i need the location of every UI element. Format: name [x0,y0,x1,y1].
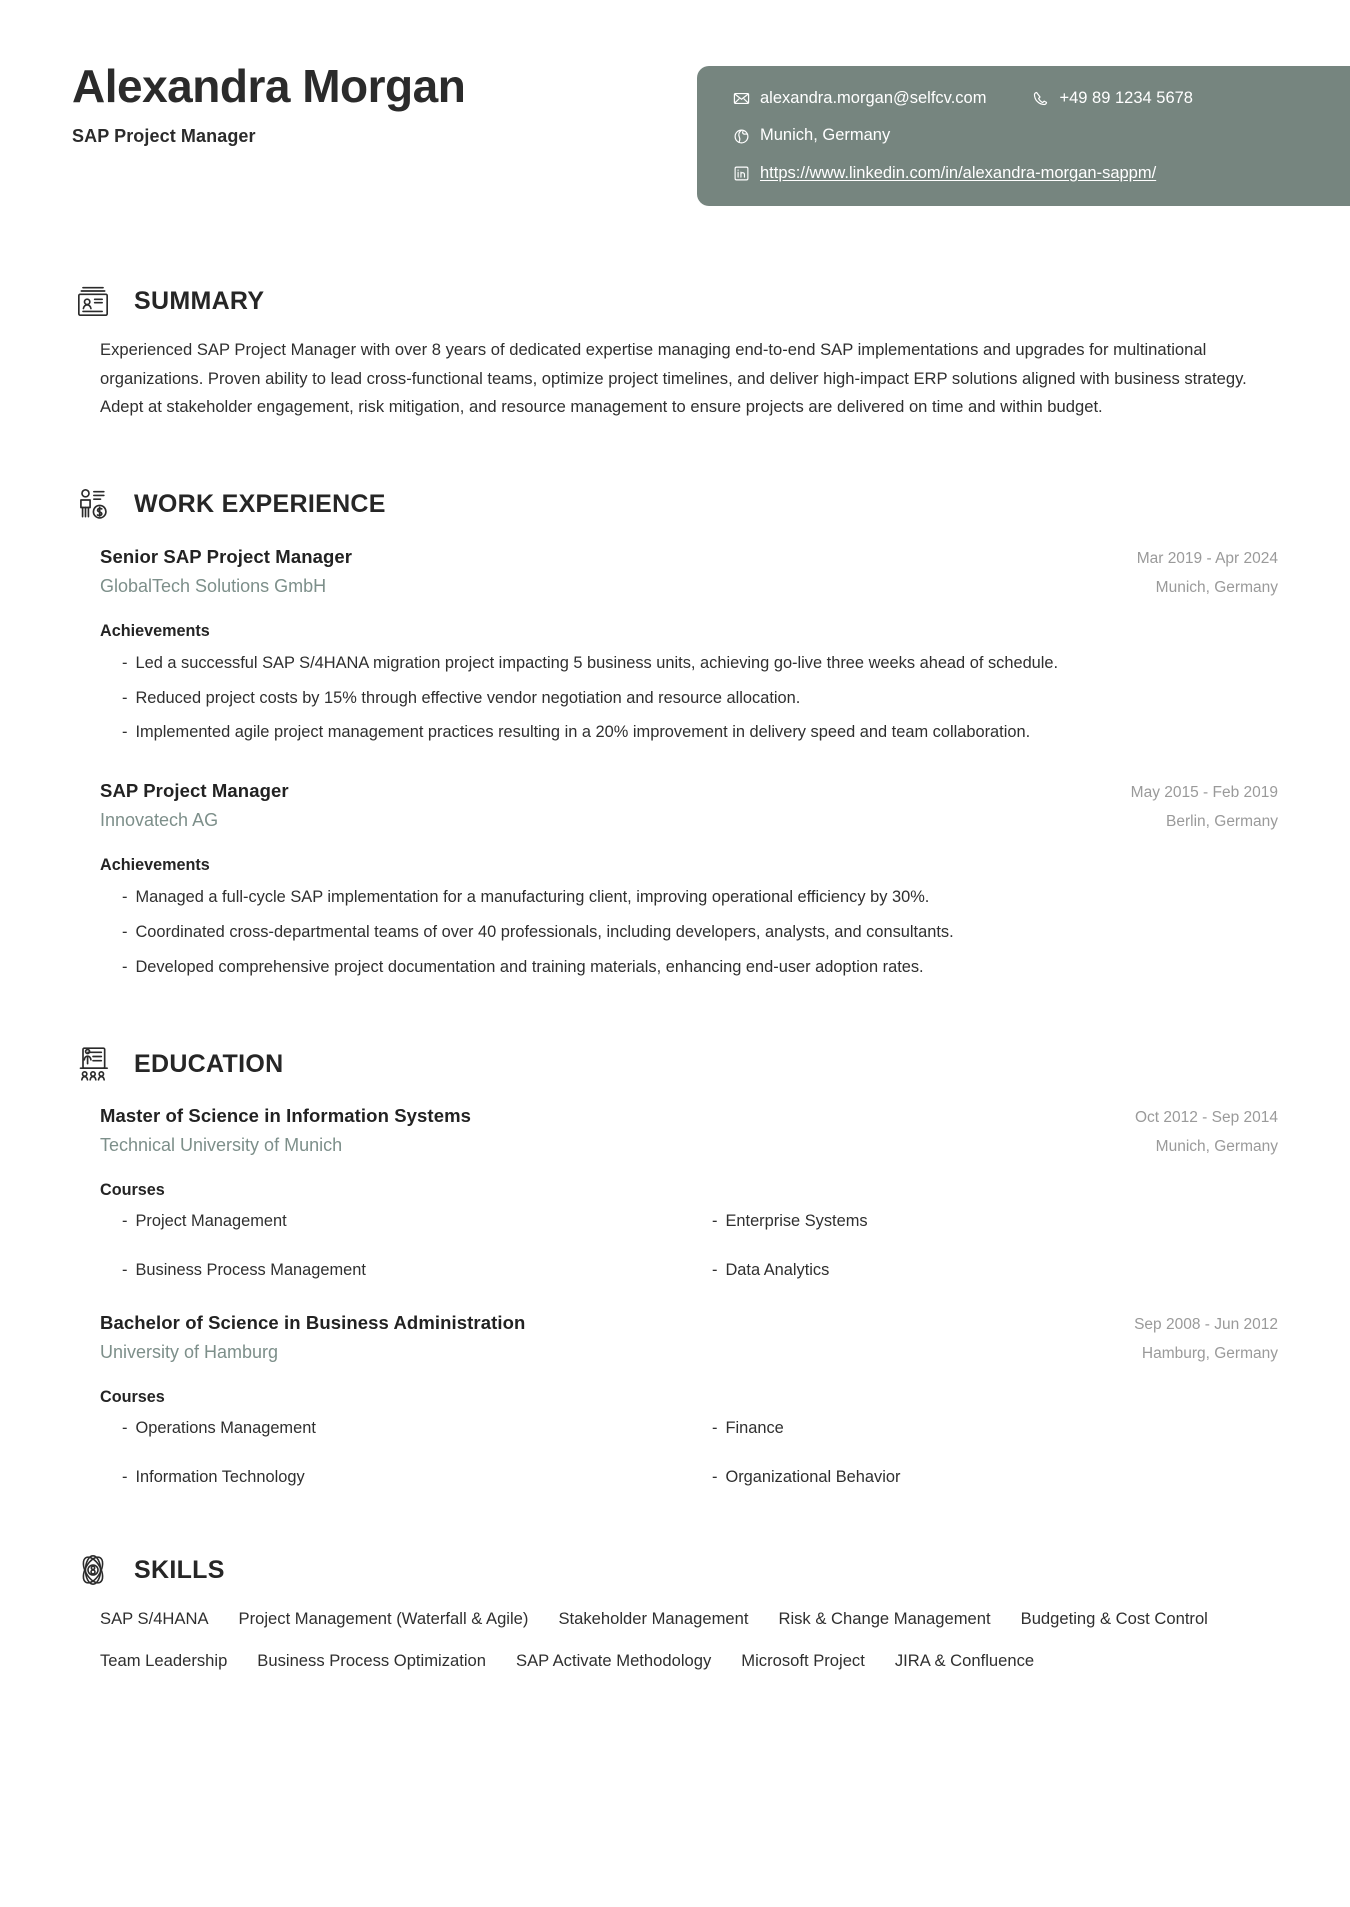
skill-tag: SAP Activate Methodology [516,1651,712,1671]
course-text: Business Process Management [135,1261,366,1280]
list-item [712,1261,1278,1280]
education-degree: Master of Science in Information Systems [100,1105,472,1127]
work-entry-sub [100,576,1278,597]
id-card-icon [72,280,114,322]
work-dates: May 2015 - Feb 2019 [1130,784,1278,802]
contact-location [733,125,890,146]
achievement-text: Managed a full-cycle SAP implementation for a manufacturing client, improving operational efficiency by 30%. [135,888,930,907]
bullet-dash: - [712,1212,718,1231]
skill-tag: Budgeting & Cost Control [1020,1609,1208,1629]
education-dates: Sep 2008 - Jun 2012 [1134,1316,1278,1334]
achievements-label: Achievements [100,621,210,640]
achievements-list [100,885,1278,981]
work-dates: Mar 2019 - Apr 2024 [1136,549,1278,567]
work-company: Innovatech AG [100,810,219,831]
skills-title: SKILLS [134,1555,225,1584]
presentation-teaching-icon [72,1043,114,1085]
education-school: Technical University of Munich [100,1135,343,1156]
work-entry-top [100,780,1278,802]
bullet-dash: - [122,1261,128,1280]
section-education [0,1043,1350,1487]
skill-tag: SAP S/4HANA [100,1609,209,1629]
work-heading [72,484,1278,526]
bullet-dash: - [122,888,128,907]
list-item [122,920,1278,946]
bullet-dash: - [122,1212,128,1231]
section-work-experience [0,484,1350,982]
list-item [712,1468,1278,1487]
bullet-dash: - [122,923,128,942]
section-summary [0,280,1350,422]
list-item [122,955,1278,981]
skill-tag: JIRA & Confluence [894,1651,1035,1671]
contact-phone[interactable] [1032,88,1193,109]
linkedin-icon [733,165,750,182]
list-item [122,1212,712,1231]
education-entry [72,1312,1278,1487]
contact-email-text: alexandra.morgan@selfcv.com [760,89,987,107]
bullet-dash: - [122,688,128,707]
work-title: WORK EXPERIENCE [134,490,386,519]
atom-brain-icon [72,1549,114,1591]
summary-title: SUMMARY [134,286,265,315]
achievements-label: Achievements [100,856,210,875]
bullet-dash: - [122,653,128,672]
person-salary-icon [72,484,114,526]
work-location: Berlin, Germany [1166,813,1278,831]
section-skills [0,1549,1350,1671]
education-entry-sub [100,1135,1278,1156]
contact-linkedin-link[interactable]: https://www.linkedin.com/in/alexandra-morgan-sappm/ [760,163,1157,182]
education-heading [72,1043,1278,1085]
work-entry [72,780,1278,981]
achievement-text: Led a successful SAP S/4HANA migration project impacting 5 business units, achieving go-live three weeks ahead of schedule. [135,653,1059,672]
list-item [712,1419,1278,1438]
course-text: Operations Management [135,1419,316,1438]
contact-row-primary [733,88,1350,109]
list-item [122,1468,712,1487]
courses-label: Courses [100,1388,165,1407]
work-entry-top [100,546,1278,568]
course-text: Finance [725,1419,784,1438]
education-entry-sub [100,1342,1278,1363]
work-location: Munich, Germany [1155,578,1278,596]
courses-list [100,1212,1278,1280]
course-text: Project Management [135,1212,287,1231]
bullet-dash: - [122,1468,128,1487]
skills-list [72,1609,1262,1671]
work-position: SAP Project Manager [100,780,289,802]
education-entry-top [100,1105,1278,1127]
education-school: University of Hamburg [100,1342,279,1363]
bullet-dash: - [712,1261,718,1280]
work-entry [72,546,1278,747]
bullet-dash: - [122,723,128,742]
list-item [712,1212,1278,1231]
bullet-dash: - [122,1419,128,1438]
skill-tag: Stakeholder Management [558,1609,749,1629]
skill-tag: Team Leadership [100,1651,228,1671]
summary-heading [72,280,1278,322]
contact-location-text: Munich, Germany [760,126,891,145]
course-text: Data Analytics [725,1261,830,1280]
courses-label: Courses [100,1181,165,1200]
skills-heading [72,1549,1278,1591]
course-text: Information Technology [135,1468,305,1487]
contact-row-location [733,125,1350,146]
contact-box [697,66,1350,206]
contact-linkedin[interactable] [733,163,1156,184]
courses-list [100,1419,1278,1487]
list-item [122,651,1278,677]
education-degree: Bachelor of Science in Business Administration [100,1312,526,1334]
phone-icon [1032,90,1049,107]
contact-phone-text: +49 89 1234 5678 [1059,89,1193,107]
summary-text: Experienced SAP Project Manager with over 8 years of dedicated expertise managing end-to-end SAP implementations and upgrades for multinational organizations. Proven ability to lead cross-functional teams, optimize project timelines, and deliver high-impact ERP solutions aligned with business strategy. Adept at stakeholder engagement, risk mitigation, and resource management to ensure projects are delivered on time and within budget. [100,340,1247,417]
resume-header [0,0,1350,240]
bullet-dash: - [712,1468,718,1487]
achievement-text: Reduced project costs by 15% through effective vendor negotiation and resource allocation. [135,688,801,707]
name-block [72,62,465,147]
work-entry-sub [100,810,1278,831]
work-company: GlobalTech Solutions GmbH [100,575,327,596]
achievement-text: Implemented agile project management practices resulting in a 20% improvement in delivery speed and team collaboration. [135,723,1031,742]
page-title: Alexandra Morgan [72,60,466,112]
skill-tag: Microsoft Project [741,1651,865,1671]
bullet-dash: - [712,1419,718,1438]
education-entry [72,1105,1278,1280]
list-item [122,1419,712,1438]
course-text: Organizational Behavior [725,1468,901,1487]
achievement-text: Developed comprehensive project documentation and training materials, enhancing end-user adoption rates. [135,958,924,977]
education-title: EDUCATION [134,1049,284,1078]
education-entry-top [100,1312,1278,1334]
achievements-list [100,651,1278,747]
education-location: Munich, Germany [1155,1138,1278,1156]
skill-tag: Risk & Change Management [778,1609,991,1629]
contact-row-linkedin [733,163,1350,184]
bullet-dash: - [122,958,128,977]
education-dates: Oct 2012 - Sep 2014 [1134,1109,1278,1127]
globe-icon [733,128,750,145]
contact-email[interactable] [733,88,986,109]
course-text: Enterprise Systems [725,1212,868,1231]
skill-tag: Business Process Optimization [257,1651,487,1671]
achievement-text: Coordinated cross-departmental teams of over 40 professionals, including developers, analysts, and consultants. [135,923,954,942]
job-title: SAP Project Manager [72,125,256,146]
list-item [122,885,1278,911]
education-location: Hamburg, Germany [1141,1345,1278,1363]
list-item [122,720,1278,746]
list-item [122,1261,712,1280]
work-position: Senior SAP Project Manager [100,545,353,567]
envelope-icon [733,90,750,107]
skill-tag: Project Management (Waterfall & Agile) [238,1609,529,1629]
list-item [122,686,1278,712]
